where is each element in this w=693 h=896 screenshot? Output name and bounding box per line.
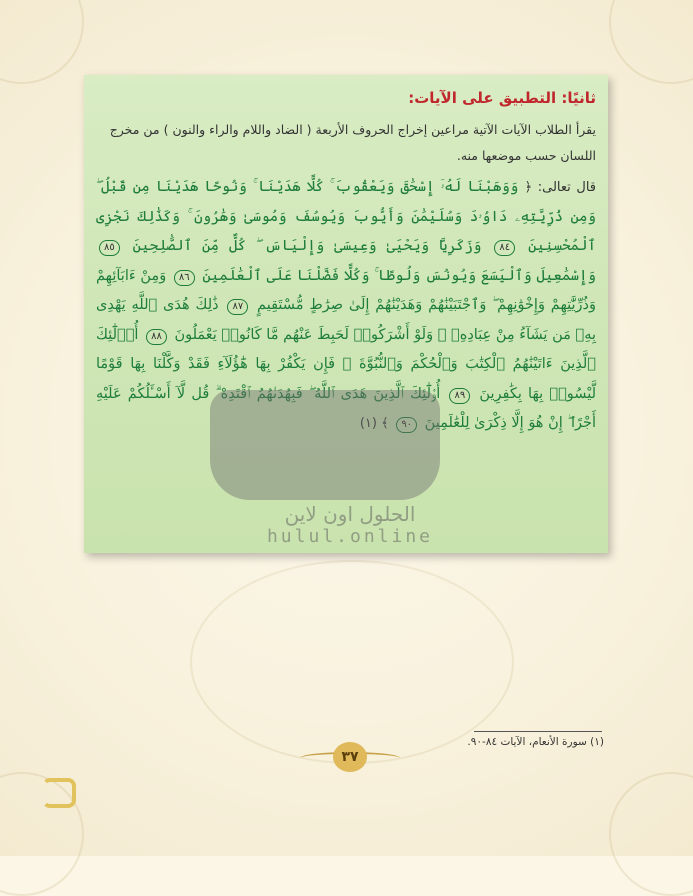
instruction-text: يقرأ الطلاب الآيات الآتية مراعين إخراج الحروف الأربعة ( الضاد واللام والراء والنون ) من مخرج اللسان حسب موضعها منه. [109,122,596,163]
section-title: ثانيًا: التطبيق على الآيات: [408,89,596,107]
ayah-number: ٨٥ [99,240,120,256]
watermark-latin-text: hulul.online [266,526,434,547]
ayah-number: ٨٤ [494,240,515,256]
verse-text: وَزَكَرِيَّا وَيَحْيَىٰ وَعِيسَىٰ وَإِلْيَاسَ ۖ كُلٌّ مِّنَ ٱلصَّٰلِحِينَ [132,238,482,254]
verse-text: وَمِنْ ءَابَآئِهِمْ وَذُرِّيَّٰتِهِمْ وَإِخْوَٰنِهِمْ ۖ وَٱجْتَبَيْنَٰهُمْ وَهَدَيْنَٰهُمْ إِلَىٰ صِرَٰطٍ مُّسْتَقِيمٍ [96,267,597,313]
ayah-number: ٨٦ [174,270,195,286]
verse-text: ذَٰلِكَ هُدَى ٱللَّهِ يَهْدِى بِهِۦ مَن يَشَآءُ مِنْ عِبَادِهِۦ ۚ وَلَوْ أَشْرَكُوا۟ لَحَبِطَ عَنْهُم مَّا كَانُوا۟ يَعْمَلُونَ [96,297,597,343]
verse-text: وَوَهَبْنَا لَهُۥٓ إِسْحَٰقَ وَيَعْقُوبَ ۚ كُلًّا هَدَيْنَا ۚ وَنُوحًا هَدَيْنَا مِن قَبْلُ ۖ وَمِن ذُرِّيَّتِهِۦ دَاوُۥدَ وَسُلَيْمَٰنَ وَأَيُّوبَ وَيُوسُفَ وَمُوسَىٰ وَهَٰرُونَ ۚ وَكَذَٰلِكَ نَجْزِى ٱلْمُحْسِنِينَ [96,179,597,254]
page-number-badge [300,738,400,778]
verse-intro: قال تعالى: ﴿ [524,180,597,195]
ayah-number: ٨٨ [146,329,167,345]
page-number: ٣٧ [333,742,367,772]
ayah-number: ٩٠ [396,417,417,433]
brand-logo-icon [42,778,76,808]
verse-text: أُو۟لَٰٓئِكَ ٱلَّذِينَ ءَاتَيْنَٰهُمُ ٱلْكِتَٰبَ وَٱلْحُكْمَ وَٱلنُّبُوَّةَ ۚ فَإِن يَكْفُرْ بِهَا هَٰٓؤُلَآءِ فَقَدْ وَكَّلْنَا بِهَا قَوْمًا لَّيْسُوا۟ بِهَا بِكَٰفِرِينَ [96,326,597,402]
quran-verses [96,173,596,439]
verse-text: وَإِسْمَٰعِيلَ وَٱلْيَسَعَ وَيُونُسَ وَلُوطًا ۚ وَكُلًّا فَضَّلْنَا عَلَى ٱلْعَٰلَمِينَ [202,267,596,284]
ayah-number: ٨٩ [449,388,470,404]
verse-closing: ﴾ (١) [359,416,389,431]
footnote: (١) سورة الأنعام، الآيات ٨٤-٩٠. [467,736,604,748]
application-panel [84,75,608,553]
verse-text: أُو۟لَٰٓئِكَ ٱلَّذِينَ هَدَى ٱللَّهُ ۖ فَبِهُدَىٰهُمُ ٱقْتَدِهْ ۗ قُل لَّآ أَسْـَٔلُكُمْ عَلَيْهِ أَجْرًا ۖ إِنْ هُوَ إِلَّا ذِكْرَىٰ لِلْعَٰلَمِينَ [96,385,596,431]
ayah-number: ٨٧ [227,299,248,315]
footnote-divider [474,731,602,732]
watermark-arabic-text: الحلول اون لاين [284,502,416,526]
background-ornament [190,560,514,764]
